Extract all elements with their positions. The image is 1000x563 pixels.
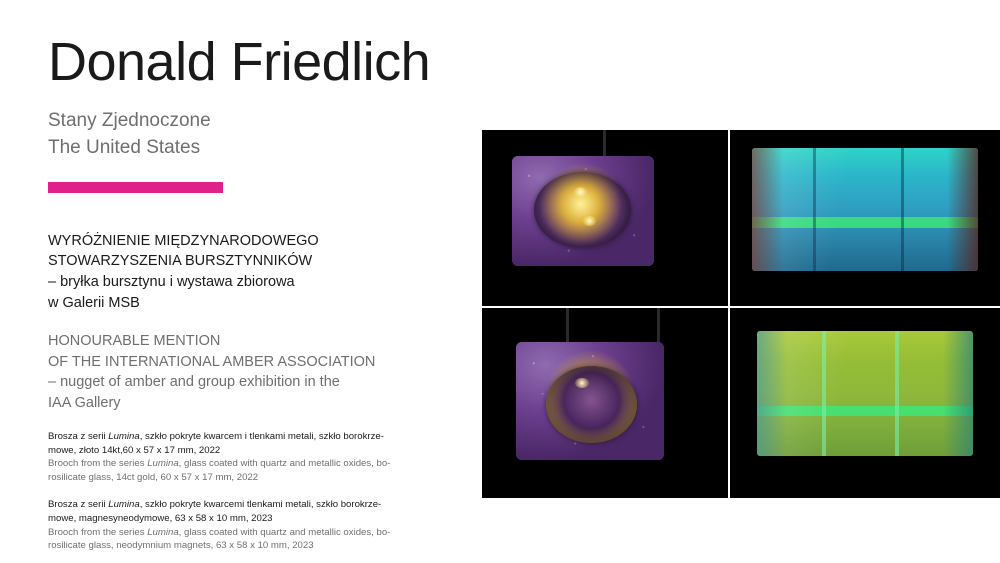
cord-line — [603, 130, 606, 158]
page-title: Donald Friedlich — [48, 32, 431, 92]
panel-sheen — [757, 331, 973, 456]
country-en: The United States — [48, 137, 201, 159]
caption-en-post: , glass coated with quartz and metallic oxides, bo- — [178, 458, 391, 470]
award-pl-line-2: STOWARZYSZENIA BURSZTYNNIKÓW — [48, 253, 313, 270]
caption-en-post: , glass coated with quartz and metallic oxides, bo- — [178, 526, 391, 538]
brooch-lumina-gold-purple-bottom — [482, 308, 730, 498]
panel-shape — [752, 148, 979, 271]
cord-line — [657, 308, 660, 342]
caption-en-line-2: rosilicate glass, neodymnium magnets, 63 x 58 x 10 mm, 2023 — [48, 540, 314, 552]
accent-rule — [48, 182, 223, 193]
brooch-circular-depression — [534, 172, 631, 248]
caption-item — [48, 498, 478, 552]
award-en-line-4: IAA Gallery — [48, 394, 121, 411]
award-text-pl — [48, 231, 468, 313]
caption-pl — [48, 430, 478, 457]
panel-sheen — [752, 148, 979, 271]
caption-list — [48, 430, 478, 563]
panel-shape — [757, 331, 973, 456]
brooch-shape — [512, 156, 655, 265]
award-pl-line-4: w Galerii MSB — [48, 294, 140, 311]
brooch-highlight — [575, 378, 588, 389]
award-en-line-2: OF THE INTERNATIONAL AMBER ASSOCIATION — [48, 353, 376, 370]
caption-en — [48, 457, 478, 484]
award-en-line-1: HONOURABLE MENTION — [48, 333, 221, 350]
caption-en-series: Lumina — [147, 458, 179, 470]
award-pl-line-3: – bryłka bursztynu i wystawa zbiorowa — [48, 273, 295, 290]
country-pl: Stany Zjednoczone — [48, 109, 211, 131]
caption-pl-series: Lumina — [108, 499, 140, 511]
award-en-line-3: – nugget of amber and group exhibition in the — [48, 374, 340, 391]
brooch-lumina-teal-top — [730, 130, 1000, 308]
brooch-lumina-gold-purple-top — [482, 130, 730, 308]
award-text-en — [48, 331, 468, 413]
caption-en-pre: Brooch from the series — [48, 458, 148, 470]
country-block — [48, 107, 468, 162]
award-block — [48, 231, 468, 414]
caption-pl-pre: Brosza z serii — [48, 499, 109, 511]
caption-en-line-2: rosilicate glass, 14ct gold, 60 x 57 x 17 mm, 2022 — [48, 471, 259, 483]
caption-pl-post: , szkło pokryte kwarcemi tlenkami metali, szkło borokrze- — [139, 499, 382, 511]
caption-pl-post: , szkło pokryte kwarcem i tlenkami metali, szkło borokrze- — [139, 431, 384, 442]
award-pl-line-1: WYRÓŻNIENIE MIĘDZYNARODOWEGO — [48, 232, 319, 249]
caption-pl-line-2: mowe, magnesyneodymowe, 63 x 58 x 10 mm, 2023 — [48, 513, 273, 525]
caption-pl-pre: Brosza z serii — [48, 431, 109, 442]
caption-en-pre: Brooch from the series — [48, 526, 148, 538]
brooch-lumina-olive-bottom — [730, 308, 1000, 498]
caption-en-series: Lumina — [147, 526, 179, 538]
header-block — [48, 34, 468, 413]
brooch-shape — [516, 342, 664, 460]
caption-en — [48, 526, 478, 553]
brooch-highlight — [574, 187, 587, 197]
brooch-highlight — [583, 216, 596, 226]
caption-pl — [48, 498, 478, 525]
caption-pl-line-2: mowe, złoto 14kt,60 x 57 x 17 mm, 2022 — [48, 444, 221, 456]
image-gallery — [482, 130, 1000, 498]
caption-pl-series: Lumina — [108, 431, 140, 442]
caption-item — [48, 430, 478, 484]
